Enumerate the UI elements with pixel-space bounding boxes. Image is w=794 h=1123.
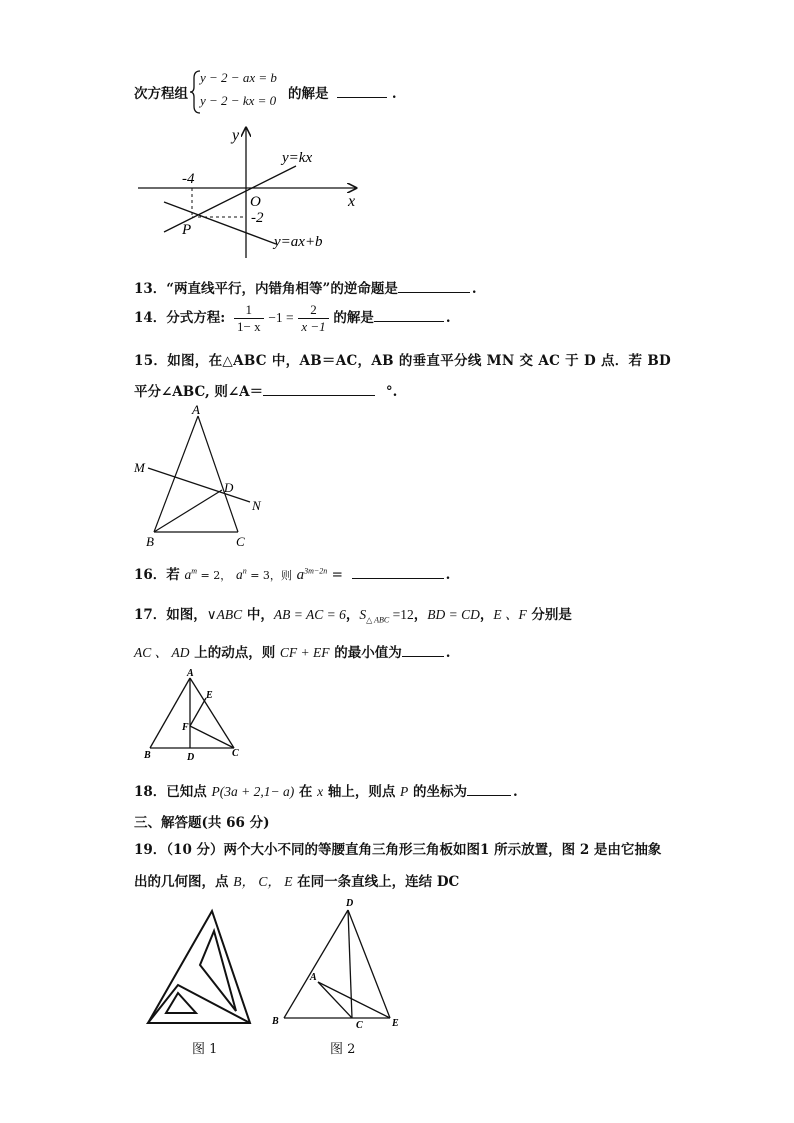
q14-label: 分式方程: bbox=[166, 310, 226, 326]
q13-line bbox=[134, 277, 477, 297]
q17-figure bbox=[144, 668, 254, 763]
q17-label-F: F bbox=[182, 722, 189, 733]
q13-answer-blank[interactable] bbox=[398, 280, 470, 293]
q14-answer-blank[interactable] bbox=[374, 309, 444, 322]
q15-line-1 bbox=[134, 349, 671, 369]
q16-line: 16．若 $a^m = 2$， $a^n = 3$，则 $a^{3m-2n}$ = . bbox=[134, 566, 451, 583]
q17-label-B: B bbox=[144, 750, 151, 761]
q15-end: °. bbox=[385, 384, 398, 400]
q18-line: 18．已知点 P(3a + 2,1− a) 在 x 轴上，则点 P 的坐标为 . bbox=[134, 784, 518, 800]
q16-number: 16． bbox=[134, 567, 167, 583]
q12-eq1: y − 2 − ax = b bbox=[200, 70, 277, 85]
q12-y-label: y bbox=[232, 127, 240, 144]
q12-graph bbox=[134, 122, 374, 262]
section-3-heading: 三、解答题(共 66 分) bbox=[134, 815, 270, 831]
q15-line-2 bbox=[134, 380, 397, 400]
q19-fig2-label-A: A bbox=[310, 972, 317, 983]
q17-answer-blank[interactable] bbox=[402, 644, 444, 657]
q12-answer-blank[interactable] bbox=[337, 85, 387, 98]
q17-label-A: A bbox=[187, 668, 194, 679]
q12-prefix: 次方程组 bbox=[134, 86, 188, 102]
q14-suffix: 的解是 bbox=[333, 310, 374, 326]
q12-line bbox=[134, 82, 188, 102]
q15-label-C: C bbox=[236, 534, 245, 549]
q19-fig1-caption: 图 1 bbox=[192, 1042, 218, 1057]
q14-fraction-2: $\frac{2}{x -1}$ bbox=[298, 302, 328, 335]
q19-fig2-label-E: E bbox=[392, 1018, 399, 1029]
q17-line-2: AC 、 AD 上的动点，则 CF + EF 的最小值为 . bbox=[134, 645, 451, 661]
q15-label-N: N bbox=[252, 498, 261, 513]
q14-fraction-1: $\frac{1}{1- x}$ bbox=[234, 302, 264, 335]
q14-end: . bbox=[445, 310, 451, 326]
q12-origin-label: O bbox=[250, 194, 261, 210]
q15-answer-blank[interactable] bbox=[263, 383, 375, 396]
q19-number: 19． bbox=[134, 842, 167, 858]
q16-answer-blank[interactable] bbox=[352, 566, 444, 579]
q13-end: . bbox=[471, 281, 477, 297]
q15-label-D: D bbox=[224, 480, 234, 495]
q15-figure bbox=[130, 404, 270, 549]
q12-tick-y: -2 bbox=[251, 210, 264, 226]
q19-fig2-caption: 图 2 bbox=[330, 1042, 356, 1057]
q12-point-label: P bbox=[182, 222, 192, 238]
q12-x-label: x bbox=[348, 193, 356, 210]
q12-suffix-line bbox=[288, 82, 397, 102]
q17-line-1: 17．如图，∨ABC 中，AB = AC = 6，$S_{\triangle ABC} =12$，BD = CD，E 、F 分别是 bbox=[134, 607, 572, 625]
q18-number: 18． bbox=[134, 784, 167, 800]
q19-fig2-label-D: D bbox=[346, 898, 354, 909]
q15-label-B: B bbox=[146, 534, 154, 549]
q19-fig2-label-C: C bbox=[356, 1020, 363, 1031]
q12-eq2: y − 2 − kx = 0 bbox=[200, 93, 277, 108]
q17-label-E: E bbox=[206, 690, 213, 701]
q12-suffix: 的解是 bbox=[288, 86, 329, 102]
q12-end: . bbox=[391, 86, 397, 102]
q12-tick-x: -4 bbox=[182, 171, 195, 187]
q19-line-1: 19．（10 分）两个大小不同的等腰直角三角形三角板如图1 所示放置，图 2 是由它抽象 bbox=[134, 842, 662, 858]
q17-number: 17． bbox=[134, 607, 167, 623]
q15-label-A: A bbox=[192, 402, 200, 417]
q15-text-1: 如图，在△ABC 中，AB＝AC，AB 的垂直平分线 MN 交 AC 于 D 点．若 BD bbox=[167, 353, 672, 369]
q15-text-2: 平分∠ABC, 则∠A＝ bbox=[134, 384, 264, 400]
q12-kx-label: y=kx bbox=[282, 150, 313, 166]
q17-label-C: C bbox=[232, 748, 239, 759]
q12-ax-label: y=ax+b bbox=[274, 234, 323, 250]
q19-line-2: 出的几何图，点 B， C， E 在同一条直线上，连结 DC bbox=[134, 874, 460, 890]
q13-text: “两直线平行，内错角相等”的逆命题是 bbox=[166, 281, 398, 297]
q17-label-D: D bbox=[187, 752, 195, 763]
q14-mid: −1 = bbox=[268, 310, 294, 325]
q15-number: 15． bbox=[134, 353, 168, 369]
q18-answer-blank[interactable] bbox=[467, 783, 511, 796]
q19-figure-1 bbox=[144, 905, 279, 1030]
q15-label-M: M bbox=[134, 460, 145, 475]
q14-number: 14． bbox=[134, 310, 167, 326]
q13-number: 13． bbox=[134, 281, 167, 297]
q19-figure-2 bbox=[268, 896, 403, 1031]
q19-fig2-label-B: B bbox=[272, 1016, 279, 1027]
q14-line bbox=[134, 302, 451, 335]
